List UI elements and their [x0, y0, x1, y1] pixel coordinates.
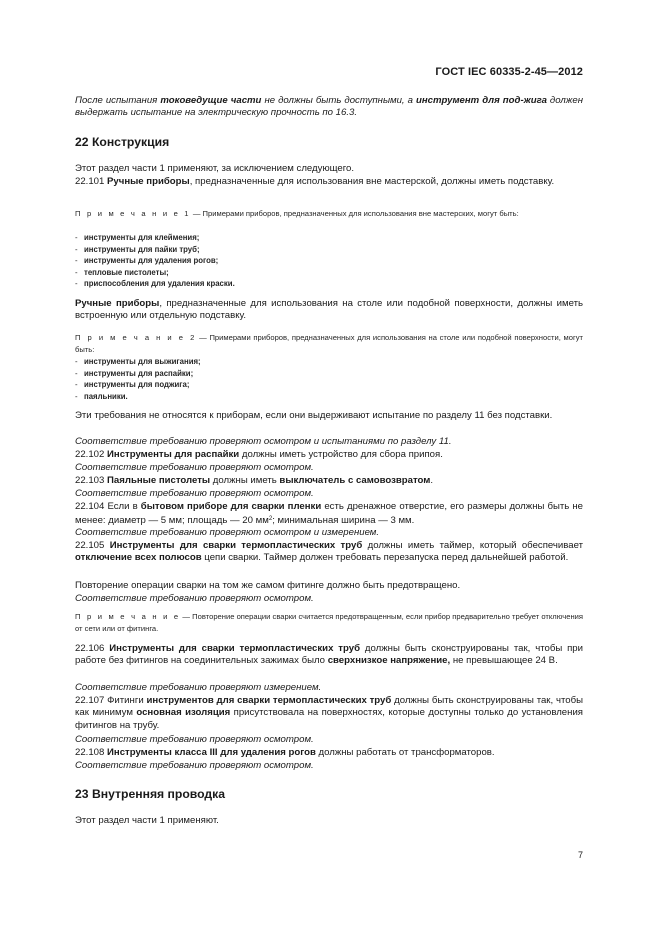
superscript: 2 [268, 516, 273, 523]
check-2: Соответствие требованию проверяют осмотром. [75, 462, 314, 473]
text-run: должен выдержать испытание на электрическую прочность по 16.3. [75, 95, 583, 119]
text-run: Если в [107, 501, 141, 512]
term: Инструменты для распайки [107, 449, 240, 460]
list-item: - паяльники. [75, 391, 128, 401]
check-7: Соответствие требованию проверяют осмотром. [75, 734, 314, 745]
clause-22-107 [75, 695, 583, 732]
term: выключатель с самовозвратом [279, 475, 431, 486]
clause-22-104 [75, 501, 583, 528]
clause-number: 22.106 [75, 643, 110, 654]
clause-number: 22.108 [75, 747, 108, 758]
term: сверхнизкое напряжение, [327, 655, 451, 667]
section-23-heading: 23 Внутренняя проводка [75, 787, 226, 801]
paragraph-hand-devices [75, 298, 583, 323]
text-run: После испытания [75, 95, 161, 106]
text-run: , предназначенные для использования вне мастерской, должны иметь подставку. [189, 176, 555, 187]
check-6: Соответствие требованию проверяют измерением. [75, 682, 322, 693]
term: Ручные приборы [107, 176, 190, 187]
check-4: Соответствие требованию проверяют осмотром и измерением. [75, 527, 380, 538]
term: основная изоляция [136, 707, 231, 719]
paragraph-repeat: Повторение операции сварки на том же самом фитинге должно быть предотвращено. [75, 580, 461, 591]
term: инструментов для сварки термопластических труб [146, 695, 392, 706]
check-3: Соответствие требованию проверяют осмотром. [75, 488, 314, 499]
text-run: должны работать от трансформаторов. [315, 747, 495, 758]
text-run: должны быть сконструированы так, чтобы как минимум [75, 695, 583, 719]
section-22-heading: 22 Конструкция [75, 135, 170, 149]
clause-22-105 [75, 540, 583, 565]
section-intro: Этот раздел части 1 применяют, за исключением следующего. [75, 163, 355, 174]
term: бытовом приборе для сварки пленки [140, 501, 322, 512]
note-2-list [75, 356, 201, 402]
check-8: Соответствие требованию проверяют осмотром. [75, 760, 314, 771]
term: Инструменты для сварки термопластических труб [109, 540, 363, 551]
clause-22-106 [75, 643, 583, 668]
note-label: П р и м е ч а н и е 1 [75, 209, 191, 218]
text-run: присутствовала на поверхностях, которые доступны только до установления фитингов на трубу. [75, 707, 583, 731]
clause-number: 22.103 [75, 475, 108, 486]
list-item: - инструменты для удаления рогов; [75, 256, 219, 266]
clause-number: 22.102 [75, 449, 108, 460]
note-label: П р и м е ч а н и е 2 [75, 333, 197, 342]
text-run: не превышающее 24 В. [450, 655, 558, 667]
list-item: - инструменты для распайки; [75, 368, 194, 378]
term: Паяльные пистолеты [107, 475, 211, 486]
term: инструмент для под-жига [415, 95, 547, 106]
clause-22-102 [75, 449, 583, 461]
note-3 [75, 611, 583, 634]
paragraph-after-test [75, 95, 583, 120]
clause-number: 22.101 [75, 176, 108, 187]
clause-number: 22.107 [75, 695, 108, 706]
text-run: . [430, 475, 434, 486]
text-run: цепи сварки. Таймер должен требовать перезапуска перед дальнейшей работой. [201, 552, 569, 564]
term: отключение всех полюсов [75, 552, 202, 564]
note-text: — Примерами приборов, предназначенных для использования вне мастерских, могут быть: [190, 209, 519, 218]
list-item: - приспособления для удаления краски. [75, 279, 235, 289]
note-2 [75, 332, 583, 355]
clause-number: 22.104 [75, 501, 108, 512]
text-run: должны иметь таймер, который обеспечивает [362, 540, 584, 551]
note-1 [75, 208, 583, 220]
list-item: - тепловые пистолеты; [75, 267, 169, 277]
clause-22-108 [75, 747, 583, 759]
list-item: - инструменты для выжигания; [75, 357, 201, 366]
list-item: - инструменты для пайки труб; [75, 244, 200, 254]
text-run: Фитинги [107, 695, 147, 706]
text-run: должны иметь [210, 475, 280, 486]
note-text: — Повторение операции сварки считается предотвращенным, если прибор предварительно требует отключения от сети или от фитинга. [75, 612, 583, 633]
section-23-text: Этот раздел части 1 применяют. [75, 815, 219, 826]
term: Инструменты для сварки термопластических труб [109, 643, 361, 654]
text-run: ; минимальная ширина — 3 мм. [272, 515, 415, 527]
term: Инструменты класса III для удаления рогов [107, 747, 316, 758]
term: токоведущие части [160, 95, 262, 106]
clause-number: 22.105 [75, 540, 110, 551]
note-text: — Примерами приборов, предназначенных для использования на столе или подобной поверхности, могут быть: [75, 333, 583, 354]
term: Ручные приборы [75, 298, 160, 309]
text-run: не должны быть доступными, а [261, 95, 416, 106]
note-1-list [75, 232, 235, 290]
text-run: , предназначенные для использования на столе или подобной поверхности, должны иметь встроенную или отдельную подставку. [75, 298, 583, 322]
text-run: есть дренажное отверстие, его размеры должны быть не менее: диаметр — 5 мм; площадь — 20 мм [75, 501, 583, 527]
list-item: - инструменты для клеймения; [75, 233, 200, 242]
page-number: 7 [577, 850, 583, 860]
clause-22-103 [75, 475, 583, 487]
document-header: ГОСТ IEC 60335-2-45—2012 [435, 66, 583, 78]
clause-22-101 [75, 176, 583, 188]
check-1: Соответствие требованию проверяют осмотром и испытаниями по разделу 11. [75, 436, 452, 447]
text-run: должны быть сконструированы так, чтобы при работе без фитингов на соединительных зажимах было [75, 643, 583, 667]
check-5: Соответствие требованию проверяют осмотром. [75, 593, 314, 604]
note-label: П р и м е ч а н и е [75, 612, 181, 621]
text-run: должны иметь устройство для сбора припоя. [239, 449, 443, 460]
list-item: - инструменты для поджига; [75, 380, 190, 390]
paragraph-not-apply: Эти требования не относятся к приборам, если они выдерживают испытание по разделу 11 без подставки. [75, 410, 553, 421]
